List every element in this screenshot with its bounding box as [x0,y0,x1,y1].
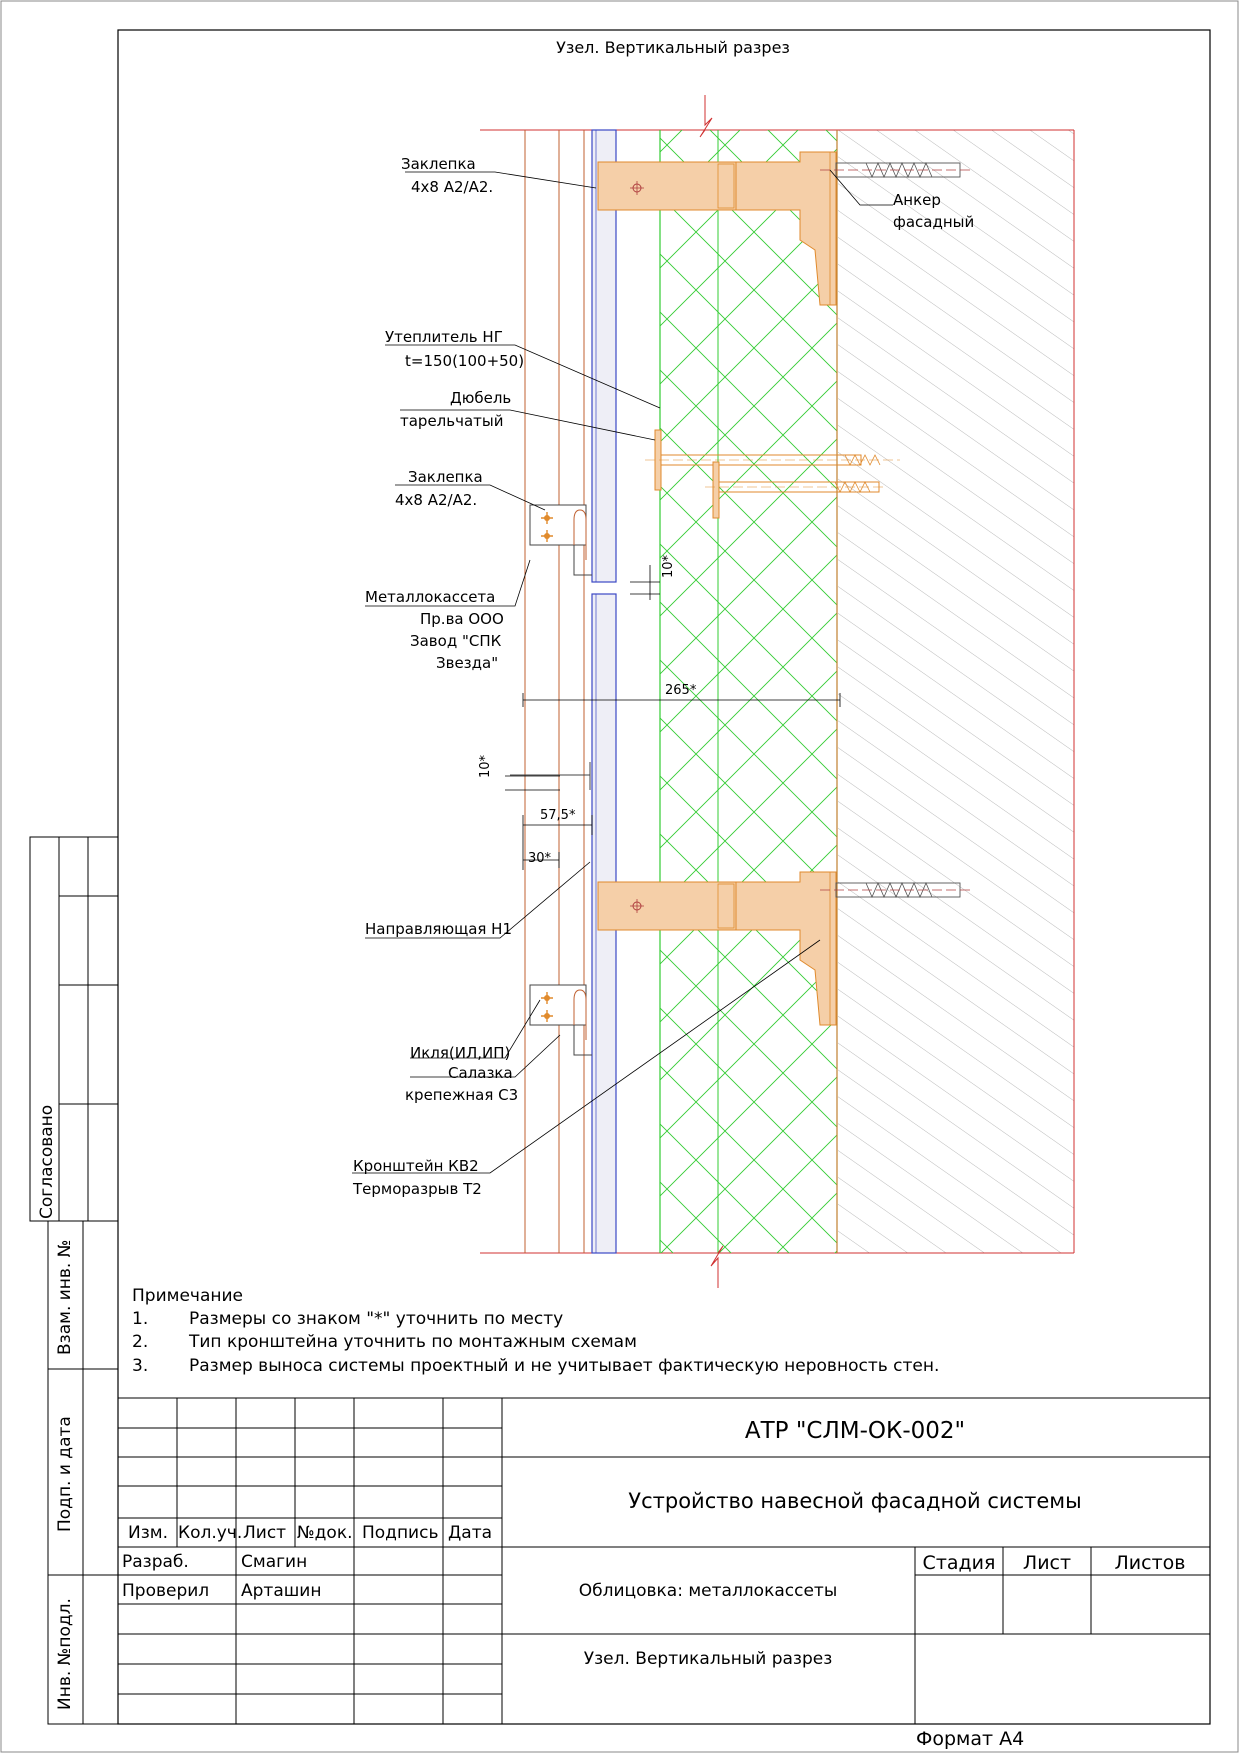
note-3-num: 3. [132,1356,149,1376]
tb-code: АТР "СЛМ-ОК-002" [744,1418,966,1444]
note-2-num: 2. [132,1332,149,1352]
label-anchor-1: Анкер [893,191,941,209]
label-insulation-2: t=150(100+50) [405,352,525,370]
tb-node-title: Узел. Вертикальный разрез [583,1649,833,1669]
tb-col-koluch: Кол.уч. [178,1523,243,1543]
label-insulation-1: Утеплитель НГ [385,328,503,346]
wall-hatch [838,130,1074,1253]
tb-stage-header: Стадия [922,1552,996,1574]
label-cassette-1: Металлокассета [365,588,496,606]
tb-sheets-header: Листов [1114,1552,1186,1574]
stamp-replaced-inv: Взам. инв. № [55,1239,75,1355]
hook-clip-lower [530,985,592,1055]
drawing-title: Узел. Вертикальный разрез [556,38,790,57]
dim-gap-left: 10* [478,754,493,778]
note-1-num: 1. [132,1309,149,1329]
tb-col-podpis: Подпись [362,1523,439,1543]
tb-format: Формат А4 [916,1728,1025,1750]
note-1-text: Размеры со знаком "*" уточнить по месту [189,1309,564,1329]
label-bracket-1: Кронштейн КВ2 [353,1157,479,1175]
tb-col-data: Дата [448,1523,493,1543]
section-view [352,95,1074,1288]
stamp-orig-inv: Инв. №подл. [55,1598,75,1710]
label-cassette-3: Завод "СПК [410,632,502,650]
tb-name-developer: Смагин [241,1552,308,1572]
stamp-sign-date: Подп. и дата [55,1416,75,1532]
dim-offset-b: 30* [528,851,552,866]
label-guide: Направляющая Н1 [365,920,513,938]
note-3-text: Размер выноса системы проектный и не учитывает фактическую неровность стен. [189,1356,940,1376]
tb-project: Устройство навесной фасадной системы [628,1489,1082,1513]
dim-offset-a: 57,5* [540,808,576,823]
notes-heading: Примечание [132,1286,243,1306]
dim-total: 265* [665,683,697,698]
tb-role-developer: Разраб. [122,1552,189,1572]
label-rivet-top-2: 4x8 A2/A2. [411,178,494,196]
tb-sheet-header: Лист [1022,1552,1072,1574]
tb-role-checker: Проверил [122,1581,210,1601]
label-rivet-top-1: Заклепка [401,155,476,173]
tb-col-list: Лист [243,1523,287,1543]
tb-col-izm: Изм. [128,1523,168,1543]
label-anchor-2: фасадный [893,213,975,231]
dim-gap-top: 10* [661,554,676,578]
label-hook-2: Салазка [448,1064,513,1082]
tb-col-ndok: №док. [297,1523,353,1543]
label-hook-1: Икля(ИЛ,ИП) [410,1044,511,1062]
hook-clip-upper [530,505,592,575]
label-dowel-1: Дюбель [450,389,512,407]
label-rivet-mid-2: 4x8 A2/A2. [395,491,478,509]
label-rivet-mid-1: Заклепка [408,468,483,486]
label-hook-3: крепежная С3 [405,1086,519,1104]
note-2-text: Тип кронштейна уточнить по монтажным схемам [189,1332,637,1352]
tb-sheet-title: Облицовка: металлокассеты [578,1581,838,1601]
notes [132,1286,939,1376]
label-cassette-4: Звезда" [436,654,499,672]
stamp-agreed: Согласовано [37,1104,57,1219]
label-dowel-2: тарельчатый [400,412,504,430]
tb-name-checker: Арташин [241,1581,322,1601]
label-cassette-2: Пр.ва ООО [420,610,504,628]
label-bracket-2: Терморазрыв Т2 [353,1180,482,1198]
